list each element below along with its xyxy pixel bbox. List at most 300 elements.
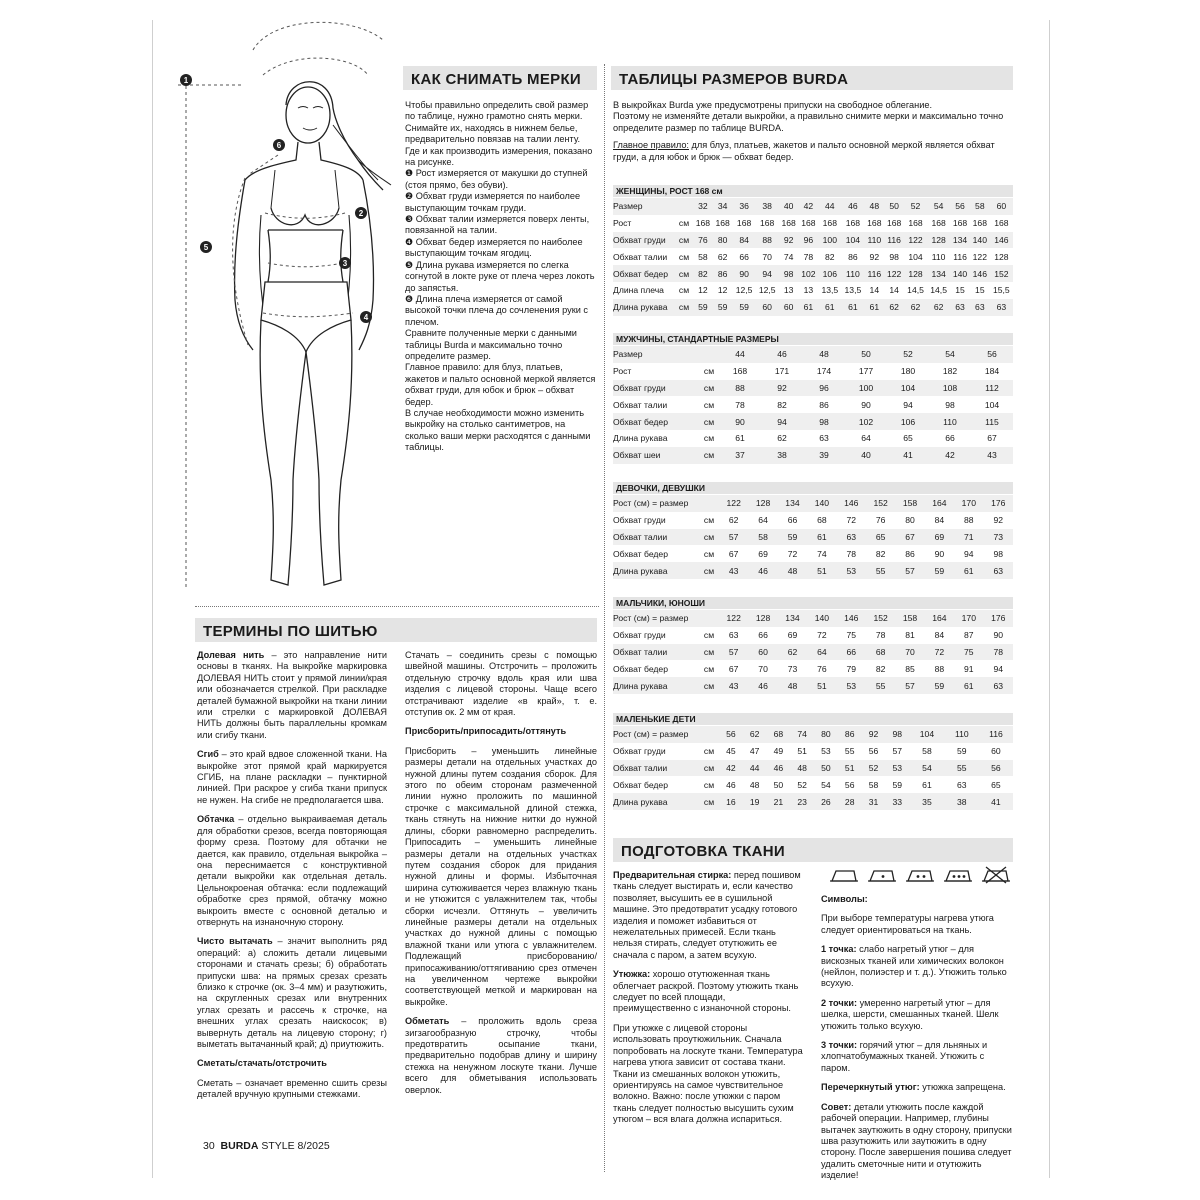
- table-cell: 78: [984, 644, 1013, 661]
- term-text: слабо нагретый утюг – для вискозных тканей или химических волокон (нейлон, полиэстер и т. д.). Утюжить только всухую.: [821, 944, 1007, 989]
- row-unit: см: [678, 285, 690, 296]
- table-cell: 12: [717, 285, 728, 296]
- paragraph: [613, 1023, 805, 1126]
- row-label: Обхват бедер: [613, 548, 668, 559]
- term-text: утюжка запрещена.: [919, 1082, 1006, 1093]
- paragraph: [821, 998, 1013, 1032]
- row-unit: см: [699, 529, 719, 546]
- term-head: 3 точки:: [821, 1040, 858, 1051]
- tables-intro-1: В выкройках Burda уже предусмотрены припуски на свободное облегание.: [613, 100, 933, 110]
- table-cell: 98: [803, 413, 845, 430]
- table-row: [613, 232, 1013, 249]
- table-cell: 21: [767, 793, 791, 810]
- marker-5: [200, 241, 212, 253]
- table-cell: 61: [735, 433, 745, 444]
- row-unit: см: [703, 630, 715, 641]
- paragraph: [821, 1040, 1013, 1074]
- row-label: Рост (см) = размер: [613, 726, 699, 743]
- table-cell: 16: [719, 793, 743, 810]
- table-cell: 61: [807, 529, 836, 546]
- table-cell: 86: [848, 251, 858, 262]
- table-cell: 164: [925, 495, 954, 512]
- table-cell: 48: [864, 198, 884, 215]
- row-label: Обхват бедер: [613, 265, 675, 282]
- term-head: 1 точка:: [821, 944, 857, 955]
- table-row: [613, 265, 1013, 282]
- term-text: – это край вдвое сложенной ткани. На выкройке этот прямой край маркируется СГИБ, на плане раскладки – пунктирной линией. При раскрое у сгиба ткани припуск не нужен. На сгибе не предполагается шва.: [197, 749, 387, 805]
- table-cell: 59: [733, 299, 756, 316]
- table-cell: 78: [803, 251, 814, 262]
- table-cell: 38: [756, 198, 779, 215]
- row-label: Рост: [613, 366, 632, 377]
- table-cell: 88: [719, 380, 761, 397]
- table-cell: 168: [715, 218, 730, 229]
- table-cell: 62: [777, 433, 787, 444]
- row-label: Обхват бедер: [613, 663, 668, 674]
- term-head: Сметать/стачать/отстрочить: [197, 1058, 327, 1069]
- table-row: [613, 644, 1013, 661]
- table-cell: 122: [719, 610, 748, 627]
- size-table: [613, 726, 1013, 810]
- table-cell: 62: [778, 644, 807, 661]
- table-cell: 53: [821, 746, 831, 757]
- table-cell: 72: [787, 548, 798, 559]
- table-cell: 13: [803, 285, 814, 296]
- table-cell: 106: [818, 265, 841, 282]
- table-cell: 51: [797, 746, 807, 757]
- row-label: Обхват груди: [613, 380, 699, 397]
- table-cell: 58: [698, 251, 708, 262]
- table-row: [613, 760, 1013, 777]
- table-cell: 55: [945, 760, 979, 777]
- table-cell: 71: [954, 529, 983, 546]
- table-cell: 102: [799, 265, 819, 282]
- table-cell: 82: [777, 399, 787, 410]
- row-label: Обхват бедер: [613, 413, 699, 430]
- table-cell: 70: [895, 644, 924, 661]
- table-cell: 78: [735, 399, 745, 410]
- table-cell: 59: [693, 299, 713, 316]
- table-cell: 52: [797, 779, 807, 790]
- table-cell: 76: [693, 232, 713, 249]
- fabric-column-1: [613, 870, 805, 1134]
- table-cell: 54: [927, 198, 950, 215]
- paragraph: [821, 1102, 1013, 1182]
- table-cell: 168: [781, 218, 796, 229]
- row-label: Рост (см) = размер: [613, 610, 699, 627]
- table-cell: 94: [761, 413, 803, 430]
- table-cell: 88: [934, 663, 945, 674]
- footer-brand: BURDA: [220, 1140, 259, 1152]
- row-label: Обхват талии: [613, 644, 699, 661]
- table-cell: 62: [743, 726, 767, 743]
- table-cell: 46: [761, 346, 803, 363]
- footer-magazine: STYLE 8/2025: [261, 1140, 330, 1152]
- table-cell: 48: [778, 677, 807, 694]
- table-cell: 170: [954, 495, 983, 512]
- row-unit: см: [699, 760, 719, 777]
- table-cell: 168: [822, 218, 837, 229]
- measure-intro: Чтобы правильно определить свой размер по таблице, нужно грамотно снять мерки. Снимайте их, находясь в нижнем белье, предварительно повязав на талии ленту. Где и как производить измерения, показано на рисунке.: [405, 100, 593, 168]
- table-row: [613, 447, 1013, 464]
- table-cell: 122: [904, 232, 927, 249]
- table-cell: 39: [803, 447, 845, 464]
- table-cell: 56: [979, 760, 1013, 777]
- table-cell: 134: [927, 265, 950, 282]
- table-cell: 41: [979, 793, 1013, 810]
- term-head: Совет:: [821, 1101, 852, 1112]
- measure-item-2: ❷ Обхват груди измеряется по наиболее выступающим точкам груди.: [405, 191, 581, 213]
- table-cell: 158: [895, 495, 924, 512]
- table-cell: 63: [957, 779, 967, 790]
- table-cell: 171: [774, 366, 790, 377]
- table-cell: 184: [984, 366, 1000, 377]
- table-row: [613, 248, 1013, 265]
- table-cell: 63: [990, 299, 1013, 316]
- table-cell: 92: [993, 515, 1004, 526]
- size-table-title: МУЖЧИНЫ, СТАНДАРТНЫЕ РАЗМЕРЫ: [613, 333, 1013, 345]
- table-cell: 56: [950, 198, 970, 215]
- table-cell: 76: [875, 515, 886, 526]
- table-cell: 60: [991, 746, 1001, 757]
- table-cell: 92: [869, 251, 880, 262]
- table-cell: 40: [845, 447, 887, 464]
- table-cell: 14: [869, 285, 880, 296]
- table-cell: 51: [807, 562, 836, 579]
- table-cell: 58: [748, 529, 777, 546]
- table-cell: 62: [717, 251, 728, 262]
- row-unit: см: [703, 548, 715, 559]
- row-label: Длина рукава: [613, 299, 675, 316]
- table-cell: 128: [904, 265, 927, 282]
- table-cell: 63: [819, 433, 829, 444]
- table-cell: 81: [905, 630, 915, 641]
- table-cell: 128: [748, 610, 777, 627]
- paragraph: [197, 650, 387, 741]
- table-cell: 168: [732, 366, 748, 377]
- table-cell: 53: [837, 562, 866, 579]
- row-label: Рост: [613, 218, 632, 229]
- row-unit: см: [675, 299, 693, 316]
- term-text: – отдельно выкраиваемая деталь для обработки срезов, всегда повторяющая форму среза. Поэтому для обтачки не дается, как правило, отдельная выкройка – она переснимается с конструктивной детали выкройки как отдельная деталь. Цельнокроеная обтачка: если подлежащий обработке срез прямой, обтачку можно выкроить вместе с основной деталью и отвернуть на изнаночную сторону.: [197, 814, 387, 927]
- table-row: [613, 545, 1013, 562]
- term-text: Стачать – соединить срезы с помощью швейной машины. Отстрочить – проложить отдельную строчку вдоль края или шва изделия с лицевой стороны. Чаще всего отстрачивают изделие «в край», т. е. отступив ок. 2 мм от края.: [405, 650, 597, 718]
- term-head: Обтачка: [197, 814, 235, 825]
- table-cell: 110: [945, 726, 979, 743]
- table-cell: 94: [756, 265, 779, 282]
- table-cell: 104: [984, 399, 1000, 410]
- body-measurement-figure: [153, 20, 403, 610]
- term-text: При выборе температуры нагрева утюга следует ориентироваться на ткань.: [821, 913, 994, 935]
- table-cell: 56: [719, 726, 743, 743]
- table-cell: 66: [758, 630, 768, 641]
- table-cell: 65: [991, 779, 1001, 790]
- table-cell: 94: [903, 399, 913, 410]
- table-cell: 164: [925, 610, 954, 627]
- term-text: – проложить вдоль среза зигзагообразную строчку, чтобы предотвратить осыпание ткани, предварительно подобрав длину и ширину стежка на ненужном лоскуте ткани. Лучше всего для обметывания использовать оверлок.: [405, 1016, 597, 1095]
- row-label: Обхват груди: [613, 746, 666, 757]
- table-cell: 96: [799, 232, 819, 249]
- table-cell: 100: [845, 380, 887, 397]
- table-row: [613, 495, 1013, 512]
- paragraph: [197, 814, 387, 928]
- table-cell: 13,5: [844, 285, 862, 296]
- table-cell: 116: [953, 251, 967, 262]
- table-row: [613, 430, 1013, 447]
- size-table: [613, 346, 1013, 464]
- term-head: Перечеркнутый утюг:: [821, 1082, 920, 1093]
- iron-crossed-icon: [981, 866, 1011, 884]
- table-cell: 116: [979, 726, 1013, 743]
- term-head: Присборить/припосадить/оттянуть: [405, 726, 567, 737]
- table-cell: 98: [993, 548, 1004, 559]
- table-cell: 146: [970, 265, 990, 282]
- table-cell: 54: [909, 760, 945, 777]
- table-cell: 67: [728, 548, 739, 559]
- row-label: Обхват талии: [613, 399, 668, 410]
- table-cell: 180: [900, 366, 916, 377]
- paragraph: [821, 913, 1013, 936]
- term-text: перед пошивом ткань следует выстирать и, если качество позволяет, высушить ее в сушильной машине. Это предотвратит усадку готового изделия и поможет избавиться от нежелательных примесей. Если ткань нельзя стирать, следует отутюжить ее сначала с паром, а затем всухую.: [613, 870, 801, 960]
- table-row: [613, 198, 1013, 215]
- marker-2: [355, 207, 367, 219]
- table-cell: 59: [892, 779, 903, 790]
- term-text: детали утюжить после каждой рабочей операции. Например, глубины вытачек заутюжить в одну сторону, припуски шва разутюжить или заутюжить в одну сторону. После завершения пошива следует удалить сметочные нити и отутюжить изделие!: [821, 1101, 1012, 1181]
- term-head: Обметать: [405, 1016, 450, 1027]
- table-cell: 56: [971, 346, 1013, 363]
- table-cell: 168: [760, 218, 775, 229]
- table-cell: 59: [925, 677, 954, 694]
- paragraph: [821, 944, 1013, 990]
- table-row: [613, 627, 1013, 644]
- table-cell: 168: [801, 218, 816, 229]
- table-cell: 122: [972, 251, 987, 262]
- table-cell: 62: [904, 299, 927, 316]
- table-cell: 49: [773, 746, 784, 757]
- marker-1: [180, 74, 192, 86]
- table-cell: 13: [783, 285, 794, 296]
- table-cell: 75: [954, 644, 983, 661]
- row-unit: см: [703, 366, 715, 377]
- table-cell: 76: [817, 663, 827, 674]
- table-cell: 63: [728, 630, 739, 641]
- table-cell: 31: [862, 793, 886, 810]
- table-cell: 61: [841, 299, 864, 316]
- table-cell: 73: [984, 529, 1013, 546]
- table-cell: 12,5: [758, 285, 776, 296]
- table-cell: 104: [908, 251, 923, 262]
- section-divider: [195, 606, 599, 607]
- table-cell: 63: [950, 299, 970, 316]
- table-cell: 80: [814, 726, 838, 743]
- term-head: Сгиб: [197, 749, 219, 760]
- term-text: При утюжке с лицевой стороны использовать проутюжильник. Сначала попробовать на лоскуте ткани. Температура нагрева утюга зависит от состава ткани. Ткани из смешанных волокон утюжить, ориентируясь на самое чувствительное волокно. Важно: после утюжки с паром ткань следует полностью высушить сухим утюгом – вся влага должна испариться.: [613, 1022, 803, 1125]
- row-label: Обхват талии: [613, 529, 699, 546]
- table-row: [613, 380, 1013, 397]
- table-cell: 63: [970, 299, 990, 316]
- tables-intro: [613, 100, 1013, 163]
- row-label: Длина рукава: [613, 433, 668, 444]
- table-cell: 64: [758, 515, 768, 526]
- row-label: Длина рукава: [613, 677, 699, 694]
- paragraph: [197, 936, 387, 1050]
- table-cell: 37: [719, 447, 761, 464]
- table-cell: 62: [927, 299, 950, 316]
- table-cell: 90: [861, 399, 871, 410]
- table-cell: 43: [719, 562, 748, 579]
- table-cell: 75: [846, 630, 857, 641]
- table-cell: 43: [971, 447, 1013, 464]
- table-cell: 110: [841, 265, 864, 282]
- table-cell: 100: [818, 232, 841, 249]
- row-label: Длина рукава: [613, 562, 699, 579]
- table-cell: 88: [964, 515, 974, 526]
- table-cell: 94: [993, 663, 1004, 674]
- table-cell: 90: [934, 548, 945, 559]
- table-cell: 50: [884, 198, 904, 215]
- row-unit: см: [699, 447, 719, 464]
- table-cell: 67: [987, 433, 997, 444]
- table-cell: 168: [736, 218, 752, 229]
- measure-text: [405, 100, 597, 454]
- iron-icon: [829, 866, 859, 884]
- table-cell: 59: [778, 529, 807, 546]
- table-row: [613, 610, 1013, 627]
- table-cell: 66: [787, 515, 798, 526]
- table-cell: 59: [925, 562, 954, 579]
- table-cell: 58: [970, 198, 990, 215]
- measure-rule: Главное правило: для блуз, платьев, жакетов и пальто основной меркой является обхват груди, для юбок и брюк – обхват бедер.: [405, 362, 596, 407]
- table-cell: 23: [790, 793, 814, 810]
- row-unit: см: [703, 433, 715, 444]
- page-number: 30: [203, 1140, 215, 1152]
- table-row: [613, 677, 1013, 694]
- table-row: [613, 396, 1013, 413]
- table-cell: 68: [866, 644, 895, 661]
- table-cell: 170: [954, 610, 983, 627]
- fabric-column-2: [821, 894, 1013, 1190]
- table-cell: 28: [838, 793, 862, 810]
- table-cell: 94: [964, 548, 974, 559]
- table-cell: 56: [868, 746, 879, 757]
- marker-4: [360, 311, 372, 323]
- table-cell: 70: [762, 251, 772, 262]
- table-cell: 90: [993, 630, 1004, 641]
- table-cell: 61: [864, 299, 884, 316]
- table-cell: 44: [743, 760, 767, 777]
- table-cell: 92: [862, 726, 886, 743]
- term-head: Чисто вытачать: [197, 936, 273, 947]
- iron-symbols: [829, 866, 1011, 884]
- table-cell: 57: [895, 677, 924, 694]
- table-cell: 91: [964, 663, 974, 674]
- row-label: Обхват бедер: [613, 779, 668, 790]
- table-row: [613, 512, 1013, 529]
- table-cell: 41: [887, 447, 929, 464]
- table-cell: 96: [803, 380, 845, 397]
- table-cell: 116: [884, 232, 904, 249]
- svg-text:6: 6: [276, 141, 282, 150]
- size-table-title: ДЕВОЧКИ, ДЕВУШКИ: [613, 482, 1013, 494]
- term-text: умеренно нагретый утюг – для шелка, шерсти, смешанных тканей. Шелк утюжить только всухую.: [821, 997, 999, 1031]
- table-cell: 168: [845, 218, 861, 229]
- table-cell: 53: [837, 677, 866, 694]
- table-cell: 50: [845, 346, 887, 363]
- table-cell: 57: [719, 644, 748, 661]
- table-cell: 61: [922, 779, 932, 790]
- table-cell: 62: [884, 299, 904, 316]
- paragraph: [821, 894, 1013, 905]
- size-table-title: ЖЕНЩИНЫ, РОСТ 168 см: [613, 185, 1013, 197]
- table-cell: 26: [814, 793, 838, 810]
- measure-compare: Сравните полученные мерки с данными таблицы Burda и максимально точно определите размер.: [405, 328, 577, 361]
- tables-intro-2: Поэтому не изменяйте детали выкройки, а правильно снимите мерки и максимально точно определите размер по таблице BURDA.: [613, 111, 1004, 133]
- table-cell: 66: [945, 433, 955, 444]
- size-table-title: МАЛЬЧИКИ, ЮНОШИ: [613, 597, 1013, 609]
- table-cell: 152: [866, 610, 895, 627]
- table-row: [613, 413, 1013, 430]
- table-cell: 68: [767, 726, 791, 743]
- table-cell: 87: [964, 630, 974, 641]
- table-cell: 70: [758, 663, 768, 674]
- table-cell: 90: [733, 265, 756, 282]
- table-cell: 152: [990, 265, 1013, 282]
- table-cell: 55: [866, 562, 895, 579]
- table-cell: 48: [803, 346, 845, 363]
- row-unit: [699, 495, 719, 512]
- table-cell: 79: [846, 663, 857, 674]
- table-cell: 152: [866, 495, 895, 512]
- table-row: [613, 282, 1013, 299]
- table-cell: 44: [719, 346, 761, 363]
- table-cell: 47: [749, 746, 760, 757]
- table-cell: 122: [884, 265, 904, 282]
- table-cell: 168: [952, 218, 968, 229]
- table-cell: 60: [756, 299, 779, 316]
- table-cell: 46: [748, 677, 777, 694]
- table-cell: 108: [929, 380, 971, 397]
- paragraph: [197, 749, 387, 806]
- table-cell: 140: [807, 610, 836, 627]
- table-cell: 86: [819, 399, 829, 410]
- table-cell: 51: [807, 677, 836, 694]
- row-label: Обхват груди: [613, 630, 666, 641]
- table-cell: 98: [945, 399, 955, 410]
- table-cell: 122: [719, 495, 748, 512]
- table-cell: 46: [726, 779, 736, 790]
- row-unit: см: [703, 515, 715, 526]
- row-label: Обхват груди: [613, 515, 666, 526]
- svg-text:4: 4: [363, 313, 369, 322]
- table-cell: 60: [779, 299, 799, 316]
- paragraph: [405, 746, 597, 1008]
- term-head: 2 точки:: [821, 997, 858, 1008]
- table-cell: 176: [984, 495, 1013, 512]
- row-unit: см: [678, 251, 690, 262]
- table-cell: 60: [748, 644, 777, 661]
- table-row: [613, 562, 1013, 579]
- table-cell: 106: [887, 413, 929, 430]
- table-cell: 69: [758, 548, 768, 559]
- table-cell: 38: [945, 793, 979, 810]
- row-unit: см: [675, 265, 693, 282]
- paragraph: [405, 1016, 597, 1096]
- paragraph: [821, 1082, 1013, 1093]
- table-cell: 57: [719, 529, 748, 546]
- marker-3: [339, 257, 351, 269]
- row-label: Обхват шеи: [613, 447, 699, 464]
- table-cell: 168: [994, 218, 1009, 229]
